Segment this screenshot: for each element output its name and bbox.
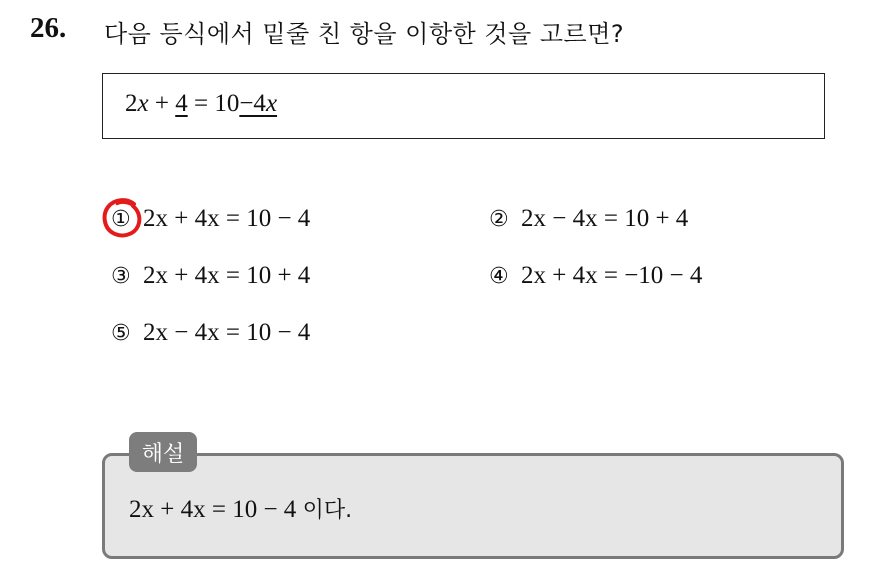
choice-2-mark: ② (489, 207, 509, 232)
choice-2[interactable] (489, 205, 688, 233)
eq-equals: = (187, 90, 215, 117)
choice-3[interactable] (111, 262, 310, 290)
choice-4-expr: 2x + 4x = −10 − 4 (521, 262, 703, 289)
choice-2-expr: 2x − 4x = 10 + 4 (521, 205, 689, 232)
choice-3-mark: ③ (111, 264, 131, 289)
question-text: 다음 등식에서 밑줄 친 항을 이항한 것을 고르면? (104, 20, 625, 48)
choice-1-expr: 2x + 4x = 10 − 4 (143, 205, 311, 232)
choice-5-mark: ⑤ (111, 321, 131, 346)
eq-rhs-const: 10 (214, 90, 240, 117)
eq-lhs-coef: 2 (125, 90, 138, 117)
choice-3-expr: 2x + 4x = 10 + 4 (143, 262, 311, 289)
choice-5-expr: 2x − 4x = 10 − 4 (143, 319, 311, 346)
solution-suffix: 이다. (302, 498, 353, 523)
choice-1-mark: ① (111, 207, 131, 232)
eq-rhs-term-coef: −4 (239, 90, 266, 117)
solution-text (129, 493, 352, 524)
solution-expr: 2x + 4x = 10 − 4 (129, 496, 297, 523)
solution-tab: 해설 (129, 432, 197, 472)
choice-5[interactable] (111, 319, 310, 347)
selected-answer-circle (100, 196, 144, 240)
eq-plus: + (148, 90, 176, 117)
choice-4[interactable] (489, 262, 702, 290)
solution-box (102, 453, 844, 559)
question-number: 26. (30, 12, 67, 44)
eq-rhs-term-var: x (265, 90, 278, 117)
eq-lhs-var: x (137, 90, 149, 117)
eq-underlined-term-left: 4 (175, 90, 188, 117)
equation (125, 90, 277, 118)
choice-4-mark: ④ (489, 264, 509, 289)
equation-box (102, 73, 825, 139)
eq-underlined-term-right (239, 90, 277, 117)
